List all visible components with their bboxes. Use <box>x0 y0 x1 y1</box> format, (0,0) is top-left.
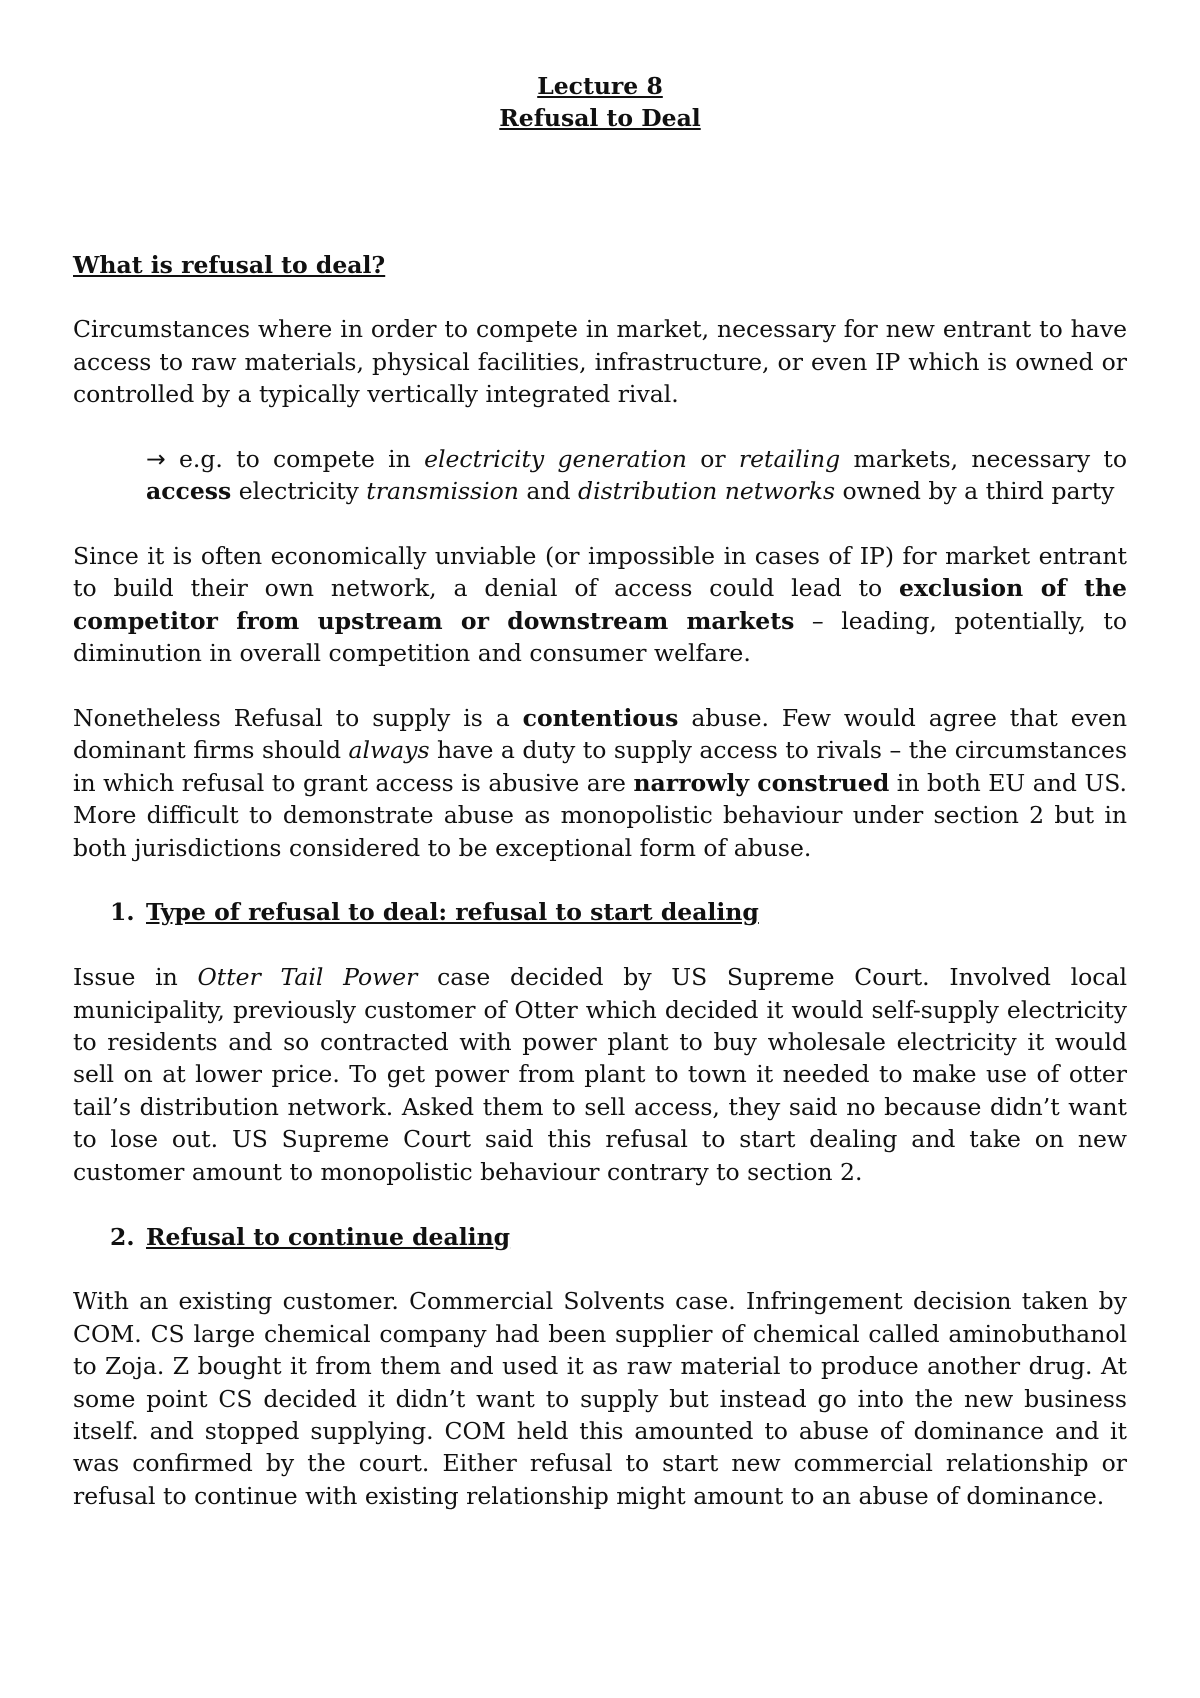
text-run: Since it is often economically unviable (or impossible in cases of IP) for market entrant to build their own network, a denial of access could lead to <box>73 542 1127 603</box>
lecture-number: Lecture 8 <box>537 72 663 100</box>
text-run: or <box>686 444 739 473</box>
text-run: e.g. to compete in <box>165 444 425 473</box>
arrow-icon: → <box>146 444 166 473</box>
bold-run: narrowly construed <box>633 768 890 797</box>
italic-run: always <box>348 736 430 765</box>
bold-run: contentious <box>522 704 679 733</box>
text-run: in both EU and US. More difficult to demonstrate abuse as monopolistic behaviour under section 2 but in both jurisdictions considered to be exceptional form of abuse. <box>73 768 1127 862</box>
section-title: Refusal to continue dealing <box>146 1222 511 1251</box>
paragraph-contentious-abuse <box>73 702 1127 864</box>
section-number: 2. <box>110 1222 135 1251</box>
section-title: Type of refusal to deal: refusal to start dealing <box>146 898 759 927</box>
section-number: 1. <box>110 898 135 927</box>
italic-run: retailing <box>738 444 841 473</box>
text-run: markets, necessary to <box>840 444 1128 473</box>
text-run: – leading, potentially, to diminution in overall competition and consumer welfare. <box>73 606 1127 668</box>
document-title <box>73 70 1127 135</box>
text-run: owned by a third party <box>835 477 1115 506</box>
bold-run: exclusion of the competitor from upstream or downstream markets <box>73 574 1127 635</box>
lecture-title: Refusal to Deal <box>499 104 701 133</box>
example-electricity <box>146 443 1127 508</box>
text-run: case decided by US Supreme Court. Involved local municipality, previously customer of Otter which decided it would self-supply electricity to residents and so contracted with power plant to buy wholesale electricity it would sell on at lower price. To get power from plant to town it needed to make use of otter tail’s distribution network. Asked them to sell access, they said no because didn’t want to lose out. US Supreme Court said this refusal to start dealing and take on new customer amount to monopolistic behaviour contrary to section 2. <box>73 963 1127 1186</box>
paragraph-circumstances: Circumstances where in order to compete in market, necessary for new entrant to have access to raw materials, physical facilities, infrastructure, or even IP which is owned or controlled by a typically vertically integrated rival. <box>73 315 1127 409</box>
paragraph-otter-tail <box>73 961 1127 1188</box>
heading-section-1 <box>110 896 1127 928</box>
bold-run: access <box>146 477 232 506</box>
heading-section-2 <box>110 1221 1127 1253</box>
italic-run: Otter Tail Power <box>197 963 418 992</box>
text-run: and <box>518 477 579 506</box>
italic-run: transmission <box>366 477 519 506</box>
italic-run: distribution networks <box>578 477 836 506</box>
text-run: have a duty to supply access to rivals – the circumstances in which refusal to grant access is abusive are <box>73 736 1127 797</box>
text-run: Issue in <box>73 963 198 992</box>
text-run: Nonetheless Refusal to supply is a <box>73 704 523 733</box>
paragraph-economically-unviable <box>73 540 1127 670</box>
italic-run: electricity generation <box>424 444 687 473</box>
heading-what-is-refusal: What is refusal to deal? <box>73 250 386 279</box>
text-run: electricity <box>231 477 367 506</box>
paragraph-commercial-solvents: With an existing customer. Commercial Solvents case. Infringement decision taken by COM. CS large chemical company had been supplier of chemical called aminobuthanol to Zoja. Z bought it from them and used it as raw material to produce another drug. At some point CS decided it didn’t want to supply but instead go into the new business itself. and stopped supplying. COM held this amounted to abuse of dominance and it was confirmed by the court. Either refusal to start new commercial relationship or refusal to continue with existing relationship might amount to an abuse of dominance. <box>73 1287 1127 1510</box>
text-run: abuse. Few would agree that even dominant firms should <box>73 704 1128 765</box>
